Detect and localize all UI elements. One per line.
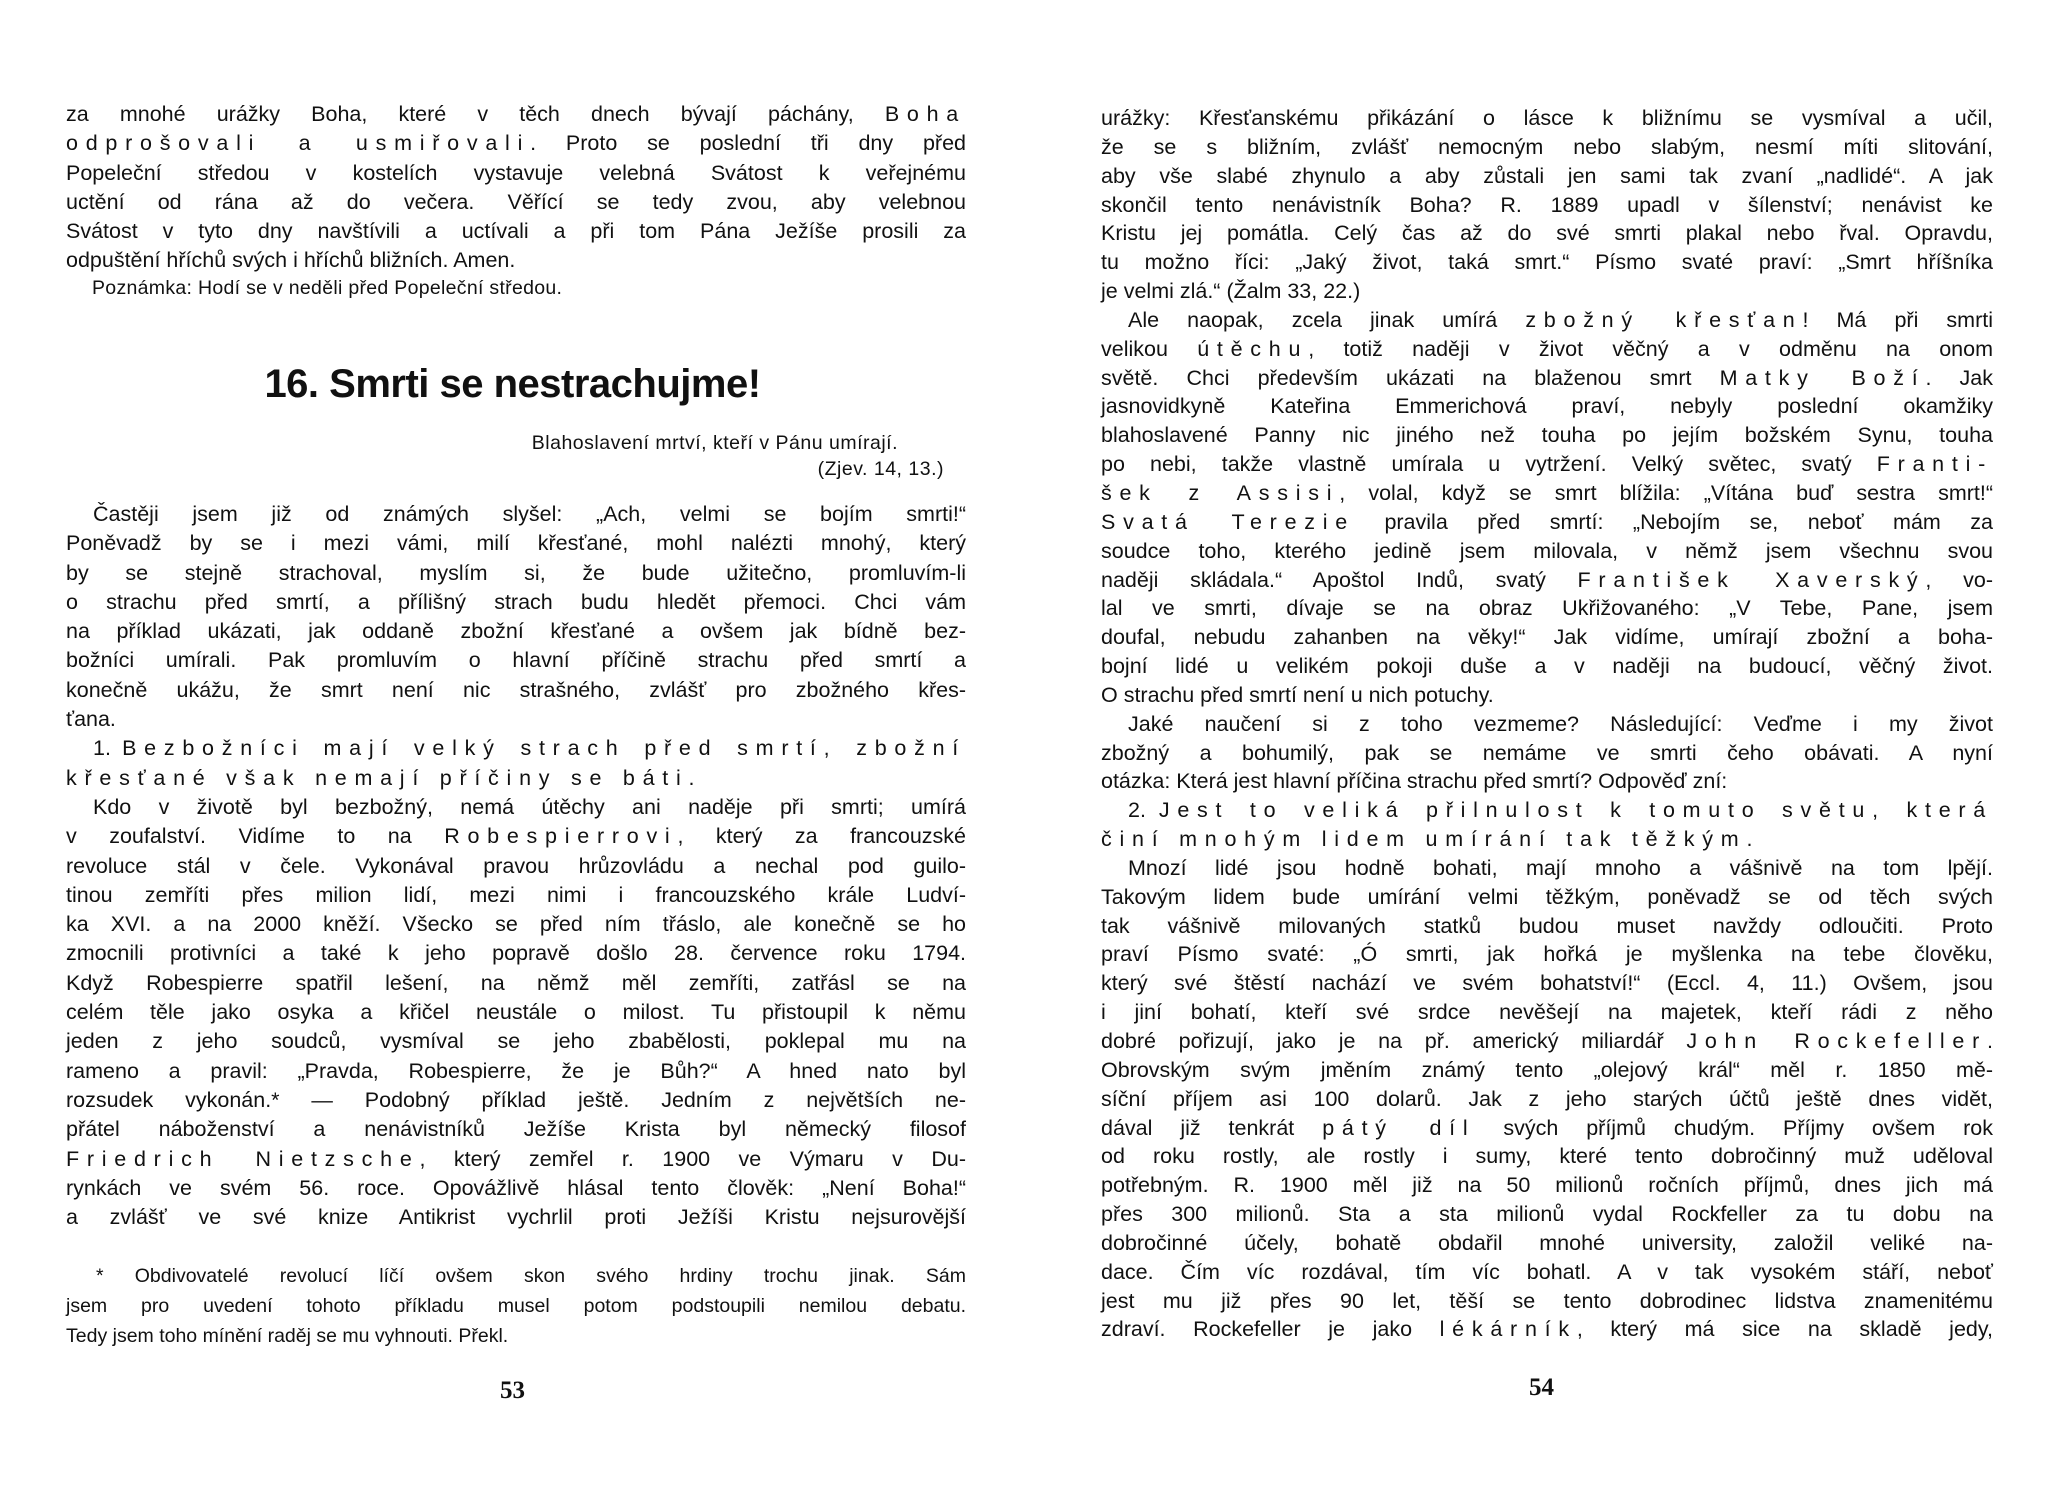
- text-segment: , vo-: [1925, 567, 1993, 592]
- text-line: odpuštění hříchů svých i hříchů bližních. Amen.: [66, 248, 516, 273]
- paragraph: [1101, 306, 1993, 710]
- text-segment: , který má sice na skladě jedy,: [1576, 1317, 1993, 1342]
- epigraph: Blahoslavení mrtví, kteří v Pánu umírají.: [531, 432, 898, 454]
- text-segment: dával již tenkrát: [1101, 1115, 1323, 1140]
- text-line: celém těle jako osyka a křičel neustále o milost. Tu přistoupil k němu: [66, 1000, 966, 1025]
- text-line: rameno a pravil: „Pravda, Robespierre, že je Bůh?“ A hned nato byl: [66, 1058, 966, 1083]
- paragraph: [66, 100, 966, 276]
- text-line: rynkách ve svém 56. roce. Opovážlivě hlásal tento člověk: „Není Boha!“: [66, 1175, 966, 1200]
- text-segment: 2.: [1128, 798, 1159, 823]
- text-line: [1101, 306, 1993, 335]
- text-line: [1101, 796, 1993, 825]
- text-line: Častěji jsem již od známých slyšel: „Ach, velmi se bojím smrti!“: [93, 502, 966, 526]
- text-segment: .: [688, 765, 695, 790]
- text-line: aby vše slabé zhynulo a aby zůstali jen sami tak zvaní „nadlidé“. A jak: [1101, 163, 1993, 188]
- text-line: zbožný a bohumilý, pak se nemáme ve smrti čeho obávati. A nyní: [1101, 740, 1993, 765]
- text-line: doufal, nebudu zahanben na věky!“ Jak vidíme, umírají zbožní a boha-: [1101, 625, 1993, 650]
- text-line: přes 300 milionů. Sta a sta milionů vydal Rockfeller za tu dobu na: [1101, 1202, 1993, 1227]
- text-line: potřebným. R. 1900 měl již na 50 milionů ročních příjmů, dnes jich má: [1101, 1173, 1993, 1198]
- spaced-emphasis: zbožný křesťan: [1525, 307, 1803, 332]
- text-line: konečně ukážu, že smrt není nic strašného, zvlášť pro zbožného křes-: [66, 677, 966, 702]
- text-line: [66, 822, 966, 851]
- footnote: [66, 1261, 966, 1351]
- text-line: od roku rostly, ale rostly i sumy, které tento dobročinný muž uděloval: [1101, 1144, 1993, 1169]
- text-line: blahoslavené Panny nic jiného než touha po jejím božském Synu, touha: [1101, 423, 1993, 448]
- text-line: bojní lidé u velikém pokoji duše a v naději na budoucí, věčný život.: [1101, 654, 1993, 679]
- text-line: tak vášnivě milovaných statků budou muset navždy odloučiti. Proto: [1101, 913, 1993, 938]
- text-line: Takovým lidem bude umírání velmi těžkým, poněvadž se od těch svých: [1101, 884, 1993, 909]
- spaced-emphasis: lékárník: [1439, 1317, 1577, 1342]
- paragraph: [1101, 796, 1993, 854]
- spaced-emphasis: Franti-: [1876, 452, 1993, 477]
- text-segment: 1.: [93, 736, 123, 761]
- text-line: o strachu před smrtí, a přílišný strach budu hledět přemoci. Chci vám: [66, 589, 966, 614]
- text-segment: , který za francouzské: [677, 824, 966, 849]
- spaced-emphasis: pátý díl: [1322, 1115, 1476, 1140]
- spaced-emphasis: odprošovali a usmiřovali: [66, 131, 531, 156]
- text-segment: , který zemřel r. 1900 ve Výmaru v Du-: [419, 1146, 967, 1171]
- text-line: urážky: Křesťanskému přikázání o lásce k bližnímu se vysmíval a učil,: [1101, 106, 1993, 130]
- text-segment: naději skládala.“ Apoštol Indů, svatý: [1101, 567, 1578, 592]
- spaced-emphasis: John Rockefeller: [1686, 1029, 1988, 1053]
- sermon-ending: [66, 100, 966, 276]
- text-line: Když Robespierre spatřil lešení, na němž měl zemříti, zatřásl se na: [66, 970, 966, 995]
- text-line: revoluce stál v čele. Vykonával pravou hrůzovládu a nechal pod guilo-: [66, 853, 966, 878]
- text-line: jsem pro uvedení tohoto příkladu musel potom podstoupili nemilou debatu.: [66, 1295, 966, 1317]
- paragraph: [66, 1261, 966, 1351]
- text-line: soudce toho, kterého jedině jsem milovala, v němž jsem všechnu svou: [1101, 538, 1993, 563]
- spaced-emphasis: Svatá Terezie: [1101, 509, 1355, 534]
- spaced-emphasis: Jest to veliká přilnulost k tomuto světu, která: [1158, 798, 1993, 823]
- text-segment: po nebi, takže vlastně umírala u vytržení. Velký světec, svatý: [1101, 452, 1877, 477]
- page-number: 54: [1529, 1374, 1554, 1401]
- text-line: praví Písmo svaté: „Ó smrti, jak hořká je myšlenka na tebe člověku,: [1101, 942, 1993, 967]
- text-line: Popeleční středou v kostelích vystavuje velebná Svátost k veřejnému: [66, 160, 966, 185]
- text-line: Obrovským svým jměním známý tento „olejový král“ měl r. 1850 mě-: [1101, 1057, 1993, 1082]
- text-line: [1101, 1027, 1993, 1056]
- text-segment: . Proto se poslední tři dny před: [530, 131, 966, 156]
- text-line: ka XVI. a na 2000 kněží. Všecko se před ním třáslo, ale konečně se ho: [66, 912, 966, 937]
- text-line: [1101, 335, 1993, 364]
- text-line: by se stejně strachoval, myslím si, že bude užitečno, promluvím-li: [66, 560, 966, 585]
- spaced-emphasis: útěchu: [1197, 336, 1309, 361]
- text-segment: , volal, když se smrt blížila: „Vítána buď sestra smrt!“: [1339, 480, 1993, 505]
- text-line: tinou zemříti přes milion lidí, mezi nimi i francouzského krále Ludví-: [66, 882, 966, 907]
- text-segment: . Jak: [1925, 365, 1993, 390]
- paragraph: [1101, 854, 1993, 1344]
- text-line: síční příjem asi 100 dolarů. Jak z jeho starých účtů ještě dnes vidět,: [1101, 1086, 1993, 1111]
- chapter-heading: 16. Smrti se nestrachujme!: [264, 362, 761, 406]
- text-line: rozsudek vykonán.* — Podobný příklad ještě. Jedním z největších ne-: [66, 1087, 966, 1112]
- text-line: dace. Čím víc rozdával, tím víc bohatl. A v tak vysokém stáří, neboť: [1101, 1259, 1993, 1284]
- spaced-emphasis: Matky Boží: [1719, 365, 1926, 390]
- text-segment: dobré pořizují, jako je na př. americký miliardář: [1101, 1029, 1687, 1053]
- text-line: Kristu jej pomátla. Celý čas až do své smrti plakal nebo řval. Opravdu,: [1101, 221, 1993, 246]
- spaced-emphasis: Robespierrovi: [444, 824, 678, 849]
- text-line: [1101, 566, 1993, 595]
- paragraph: [66, 734, 966, 793]
- text-segment: pravila před smrtí: „Nebojím se, neboť mám za: [1354, 509, 1993, 534]
- text-line: [1101, 479, 1993, 508]
- text-line: Mnozí lidé jsou hodně bohati, mají mnoho a vášnivě na tom lpějí.: [1128, 855, 1993, 880]
- text-line: že se s bližním, zvlášť nemocným nebo slabým, nesmí míti slitování,: [1101, 134, 1993, 159]
- paragraph: [1101, 710, 1993, 797]
- text-line: Poněvadž by se i mezi vámi, milí křesťané, mohl nalézti mnohý, který: [66, 531, 966, 556]
- text-segment: Ale naopak, zcela jinak umírá: [1128, 307, 1526, 332]
- text-line: uctění od rána až do večera. Věřící se tedy zvou, aby velebnou: [66, 189, 966, 214]
- spaced-emphasis: šek z Assisi: [1101, 480, 1340, 505]
- text-line: * Obdivovatelé revolucí líčí ovšem skon svého hrdiny trochu jinak. Sám: [96, 1265, 966, 1287]
- text-line: [66, 1145, 966, 1174]
- text-segment: velikou: [1101, 336, 1198, 361]
- text-segment: .: [1987, 1029, 1993, 1053]
- text-line: [66, 734, 966, 763]
- text-line: [66, 764, 966, 793]
- text-line: jasnovidkyně Kateřina Emmerichová praví, nebyly poslední okamžiky: [1101, 394, 1993, 419]
- text-line: Svátost v tyto dny navštívili a uctívali a při tom Pána Ježíše prosili za: [66, 219, 966, 244]
- page-number: 53: [500, 1377, 525, 1404]
- text-line: [1101, 508, 1993, 537]
- text-line: který své štěstí nachází ve svém bohatství!“ (Eccl. 4, 11.) Ovšem, jsou: [1101, 971, 1993, 996]
- spaced-emphasis: křesťané však nemají příčiny se báti: [66, 765, 689, 790]
- text-line: otázka: Která jest hlavní příčina strachu před smrtí? Odpověď zní:: [1101, 769, 1728, 794]
- text-line: i jiní bohatí, kteří své srdce nevěšejí na majetek, kteří rádi z něho: [1101, 1000, 1993, 1025]
- text-line: [1101, 1114, 1993, 1143]
- text-segment: zdraví. Rockefeller je jako: [1101, 1317, 1440, 1342]
- paragraph: [66, 500, 966, 734]
- text-line: skončil tento nenávistník Boha? R. 1889 upadl v šílenství; nenávist ke: [1101, 192, 1993, 217]
- text-line: [1101, 825, 1993, 854]
- text-line: [1101, 1315, 1993, 1344]
- text-segment: ! Má při smrti: [1802, 307, 1993, 332]
- text-line: přátel náboženství a nenávistníků Ježíše Krista byl německý filosof: [66, 1117, 966, 1142]
- text-line: Kdo v životě byl bezbožný, nemá útěchy ani naděje při smrti; umírá: [93, 794, 966, 819]
- text-line: [66, 129, 966, 158]
- text-line: [66, 100, 966, 129]
- text-segment: světě. Chci především ukázati na blaženou smrt: [1101, 365, 1720, 390]
- text-line: [1101, 364, 1993, 393]
- text-line: Jaké naučení si z toho vezmeme? Následující: Veďme i my život: [1128, 711, 1993, 736]
- text-segment: za mnohé urážky Boha, které v těch dnech bývají páchány,: [66, 102, 885, 126]
- text-line: tu možno říci: „Jaký život, taká smrt.“ Písmo svaté praví: „Smrt hříšníka: [1101, 250, 1993, 275]
- spaced-emphasis: Boha: [884, 102, 966, 126]
- paragraph: [1101, 104, 1993, 306]
- spaced-emphasis: činí mnohým lidem umírání tak těžkým: [1101, 827, 1747, 852]
- spaced-emphasis: Friedrich Nietzsche: [66, 1146, 420, 1171]
- text-segment: v zoufalství. Vidíme to na: [66, 824, 445, 849]
- paragraph: [66, 793, 966, 1232]
- right-page: [1025, 0, 2050, 1500]
- text-line: a zvlášť ve své knize Antikrist vychrlil proti Ježíši Kristu nejsurovější: [66, 1205, 966, 1230]
- text-line: jeden z jeho soudců, vysmíval se jeho zbabělosti, poklepal mu na: [66, 1029, 966, 1054]
- text-line: je velmi zlá.“ (Žalm 33, 22.): [1101, 279, 1361, 304]
- text-line: jest mu již přes 90 let, těší se tento dobrodinec lidstva znamenitému: [1101, 1288, 1993, 1313]
- text-line: Tedy jsem toho mínění raděj se mu vyhnouti. Překl.: [66, 1325, 509, 1347]
- text-line: lal ve smrti, dívaje se na obraz Ukřižovaného: „V Tebe, Pane, jsem: [1101, 596, 1993, 621]
- text-line: božníci umírali. Pak promluvím o hlavní příčině strachu před smrtí a: [66, 648, 966, 673]
- text-line: [1101, 450, 1993, 479]
- text-line: zmocnili protivníci a také k jeho popravě došlo 28. července roku 1794.: [66, 941, 966, 966]
- text-segment: svých příjmů chudým. Příjmy ovšem rok: [1475, 1115, 1993, 1140]
- text-line: na příklad ukázati, jak oddaně zbožní křesťané a ovšem jak bídně bez-: [66, 619, 966, 644]
- chapter-body-continued: [1101, 104, 1993, 1344]
- spaced-emphasis: František Xaverský: [1577, 567, 1926, 592]
- note: Poznámka: Hodí se v neděli před Popeleční středou.: [92, 277, 563, 299]
- text-segment: , totiž naději v život věčný a v odměnu na onom: [1308, 336, 1993, 361]
- epigraph-reference: (Zjev. 14, 13.): [817, 458, 944, 480]
- text-line: O strachu před smrtí není u nich potuchy.: [1101, 682, 1494, 707]
- spaced-emphasis: Bezbožníci mají velký strach před smrtí, zbožní: [122, 736, 967, 761]
- chapter-body: [66, 500, 966, 1232]
- text-line: ťana.: [66, 707, 116, 732]
- text-segment: .: [1746, 827, 1753, 852]
- text-line: dobročinné účely, bohatě obdařil mnohé university, založil veliké na-: [1101, 1230, 1993, 1255]
